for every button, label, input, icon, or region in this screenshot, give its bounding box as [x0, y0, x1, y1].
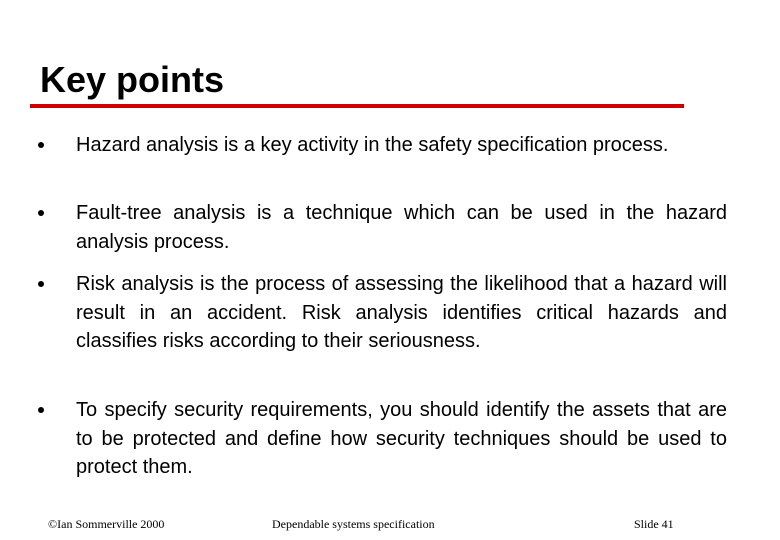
bullet-dot-icon	[38, 210, 44, 216]
footer-slide-number: Slide 41	[634, 517, 674, 531]
bullet-text: To specify security requirements, you should identify the assets that are to be protected and define how security techniques should be used to protect them.	[76, 399, 727, 478]
bullet-text: Risk analysis is the process of assessing the likelihood that a hazard will result in an accident. Risk analysis identifies critical hazards and classifies risks according to their seriousness.	[76, 273, 727, 352]
bullet-dot-icon	[38, 281, 44, 287]
title-underline	[30, 104, 684, 108]
bullet-dot-icon	[38, 142, 44, 148]
bullet-dot-icon	[38, 407, 44, 413]
slide-title: Key points	[40, 59, 225, 100]
bullet-text: Hazard analysis is a key activity in the safety specification process.	[76, 134, 669, 156]
bullet-text: Fault-tree analysis is a technique which can be used in the hazard analysis process.	[76, 202, 727, 253]
footer-copyright: ©Ian Sommerville 2000	[48, 517, 165, 531]
footer-presentation-title: Dependable systems specification	[272, 517, 435, 531]
